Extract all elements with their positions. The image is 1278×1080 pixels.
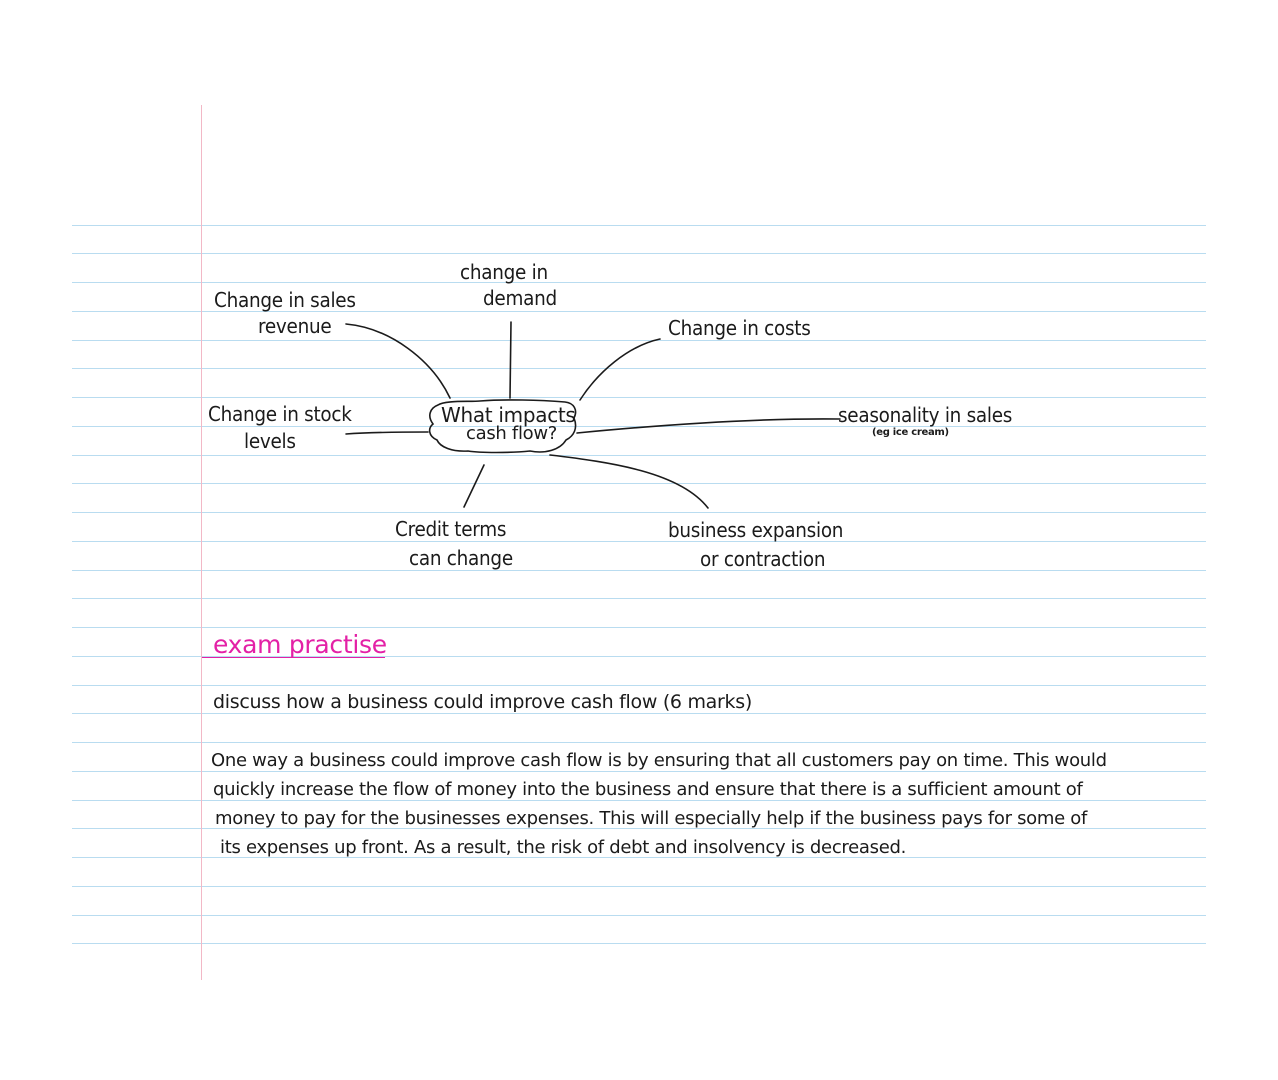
connector-costs — [580, 339, 660, 400]
center-title-line1: What impacts — [441, 403, 576, 427]
connector-seasonality — [577, 419, 840, 433]
node-stock-levels-line1: Change in stock — [208, 402, 352, 426]
center-title-line2: cash flow? — [466, 423, 558, 444]
node-seasonality: seasonality in sales — [838, 403, 1013, 427]
connector-sales-revenue — [346, 324, 450, 398]
node-demand-line1: change in — [460, 260, 548, 284]
exam-heading: exam practise — [213, 630, 387, 659]
node-sales-revenue-line2: revenue — [258, 314, 332, 338]
connector-credit-terms — [464, 465, 484, 507]
answer-line-2: quickly increase the flow of money into the business and ensure that there is a sufficient amount of — [213, 779, 1083, 800]
connector-expansion — [550, 455, 708, 508]
connector-stock-levels — [346, 432, 428, 434]
answer-line-1: One way a business could improve cash flow is by ensuring that all customers pay on time. This would — [211, 750, 1107, 771]
node-credit-terms-line1: Credit terms — [395, 517, 507, 541]
exam-heading-underline — [202, 657, 385, 658]
exam-question: discuss how a business could improve cash flow (6 marks) — [213, 691, 752, 713]
node-demand-line2: demand — [483, 286, 557, 310]
answer-line-3: money to pay for the businesses expenses. This will especially help if the business pays for some of — [215, 808, 1088, 829]
node-stock-levels-line2: levels — [244, 429, 296, 453]
answer-line-4: its expenses up front. As a result, the risk of debt and insolvency is decreased. — [220, 837, 907, 858]
node-expansion-line2: or contraction — [700, 547, 826, 571]
node-sales-revenue-line1: Change in sales — [214, 288, 356, 312]
node-expansion-line1: business expansion — [668, 518, 844, 542]
node-credit-terms-line2: can change — [409, 546, 513, 570]
node-costs: Change in costs — [668, 316, 811, 340]
node-seasonality-note: (eg ice cream) — [872, 427, 949, 438]
connector-demand — [510, 322, 511, 398]
